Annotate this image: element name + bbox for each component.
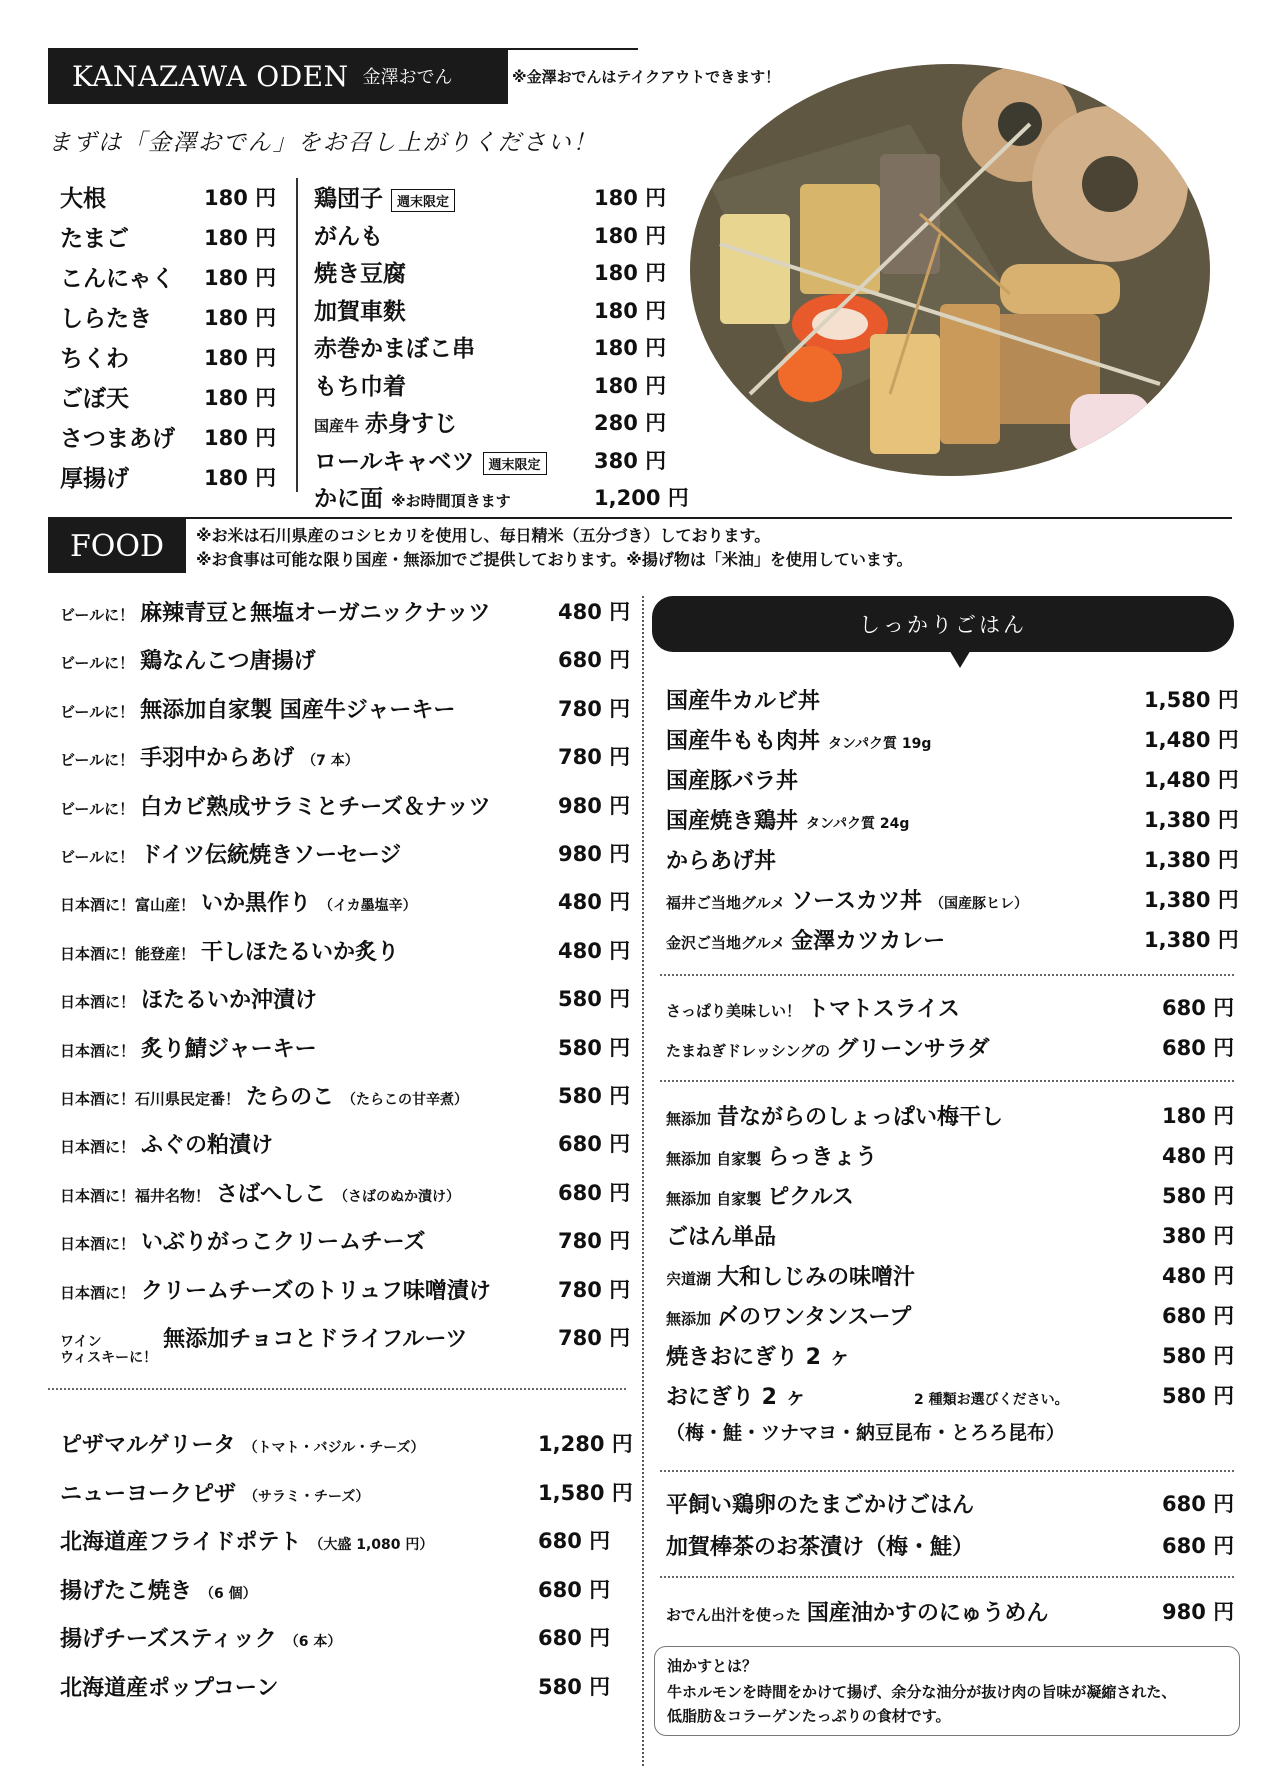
- rice-dotted-divider: [660, 1470, 1234, 1472]
- rice-side-item: [666, 1340, 1252, 1371]
- abura-info-line: 低脂肪＆コラーゲンたっぷりの食材です。: [667, 1707, 951, 1725]
- item-price: 680 円: [538, 1529, 611, 1554]
- item-name: らっきょう: [767, 1145, 878, 1170]
- item-prefix: ビールに！: [60, 606, 135, 624]
- item-name: おにぎり 2 ヶ: [666, 1385, 807, 1410]
- item-prefix: 無添加: [666, 1310, 712, 1328]
- oden-title-ja: 金澤おでん: [362, 67, 453, 88]
- item-name: ロールキャベツ: [314, 448, 475, 475]
- item-price: 1,280 円: [538, 1432, 633, 1456]
- item-name: 焼き豆腐: [314, 261, 406, 287]
- item-note: （6 本）: [284, 1634, 342, 1651]
- oden-item: [314, 218, 684, 251]
- oden-item: [314, 255, 684, 288]
- item-price: 480 円: [558, 600, 631, 624]
- item-price: 1,480 円: [1144, 768, 1239, 792]
- item-price: 680 円: [1162, 1304, 1235, 1328]
- snack-item: [60, 838, 660, 869]
- oden-column-divider: [296, 178, 298, 492]
- rice-dotted-divider: [660, 1080, 1234, 1082]
- chazuke-item: [666, 1530, 1252, 1561]
- rice-side-item: [666, 1180, 1252, 1211]
- item-price: 180 円: [204, 186, 277, 210]
- item-name: ドイツ伝統焼きソーセージ: [140, 843, 402, 868]
- takeout-note: ※金澤おでんはテイクアウトできます！: [512, 68, 781, 86]
- item-price: 980 円: [558, 793, 631, 818]
- item-note: （イカ墨塩辛）: [319, 898, 417, 915]
- food-header-rule: [48, 517, 1232, 519]
- item-prefix: さっぱり美味しい！: [666, 1002, 802, 1020]
- item-price: 180 円: [1162, 1104, 1235, 1128]
- item-prefix: 国産牛: [314, 417, 360, 435]
- item-price: 380 円: [594, 448, 667, 473]
- item-prefix: おでん出汁を使った: [666, 1606, 801, 1624]
- rice-bowl-item: [666, 764, 1239, 795]
- item-price: 980 円: [1162, 1600, 1235, 1624]
- rice-side-item: [666, 1380, 1252, 1411]
- item-price: 1,380 円: [1144, 848, 1239, 872]
- item-name: 大和しじみの味噌汁: [717, 1265, 916, 1290]
- item-name: 加賀棒茶のお茶漬け（梅・鮭）: [666, 1535, 975, 1560]
- item-price: 480 円: [558, 938, 631, 963]
- item-price: 1,580 円: [1144, 688, 1239, 712]
- nyumen-item: [666, 1596, 1252, 1627]
- item-price: 780 円: [558, 1326, 631, 1350]
- item-note: ※お時間頂きます: [391, 492, 511, 510]
- item-name: 国産牛カルビ丼: [666, 689, 821, 714]
- item-prefix: [60, 1334, 157, 1366]
- item-prefix: たまねぎドレッシングの: [666, 1042, 831, 1060]
- rice-banner-tail: [948, 648, 972, 668]
- item-price: 1,380 円: [1144, 928, 1239, 952]
- rice-bowl-item: [666, 884, 1239, 915]
- item-name: たらのこ: [246, 1085, 335, 1110]
- oden-item: [314, 480, 689, 513]
- item-prefix: ビールに！: [60, 799, 135, 818]
- item-prefix: 日本酒に！石川県民定番！: [60, 1090, 241, 1108]
- item-price: 780 円: [558, 1277, 631, 1302]
- snack-item: [60, 741, 660, 772]
- salad-item: [666, 992, 1252, 1023]
- item-prefix-line: ワイン: [60, 1334, 102, 1350]
- item-price: 180 円: [594, 223, 667, 248]
- item-name: 無添加チョコとドライフルーツ: [163, 1327, 468, 1352]
- item-name: ピクルス: [767, 1185, 854, 1210]
- snack-item: [60, 1080, 660, 1111]
- item-price: 180 円: [594, 373, 667, 398]
- item-price: 680 円: [538, 1626, 611, 1651]
- abura-info-box: [654, 1646, 1240, 1736]
- item-price: 1,200 円: [594, 486, 689, 510]
- item-prefix: 日本酒に！富山産！: [60, 896, 196, 915]
- item-price: 180 円: [594, 261, 667, 285]
- item-prefix: 無添加: [666, 1110, 712, 1128]
- rice-side-item: [666, 1220, 1252, 1251]
- oden-item: [60, 220, 294, 253]
- snack-item: [60, 1032, 660, 1063]
- item-name: 平飼い鶏卵のたまごかけごはん: [666, 1493, 975, 1518]
- item-price: 780 円: [558, 745, 631, 770]
- item-name: 北海道産ポップコーン: [60, 1676, 279, 1701]
- item-price: 580 円: [558, 1084, 631, 1108]
- oden-title-en: KANAZAWA ODEN: [72, 59, 349, 93]
- abura-info-line: 牛ホルモンを時間をかけて揚げ、余分な油分が抜け肉の旨味が凝縮された、: [667, 1683, 1177, 1701]
- item-note: （大盛 1,080 円）: [309, 1537, 434, 1554]
- oden-item: [314, 368, 684, 401]
- item-price: 580 円: [558, 1035, 631, 1060]
- limited-tag: 週末限定: [391, 189, 455, 212]
- oden-item: [60, 380, 294, 413]
- oden-item: [314, 443, 684, 476]
- item-note: （6 個）: [200, 1585, 257, 1602]
- snack-item: [60, 1225, 660, 1256]
- item-price: 680 円: [1162, 1534, 1235, 1558]
- item-note: （さばのぬか漬け）: [334, 1188, 461, 1205]
- item-price: 1,480 円: [1144, 728, 1239, 752]
- onigiri-options: （梅・鮭・ツナマヨ・納豆昆布・とろろ昆布）: [666, 1422, 1066, 1444]
- center-dotted-divider: [642, 596, 644, 1766]
- item-price: 480 円: [558, 890, 631, 915]
- snack-item: [60, 935, 660, 966]
- item-name: 赤巻かまぼこ串: [314, 336, 475, 362]
- item-name: 鶏団子: [314, 186, 383, 212]
- item-name: ほたるいか沖漬け: [141, 988, 318, 1014]
- item-price: 480 円: [1162, 1264, 1235, 1288]
- item-price: 680 円: [558, 1132, 631, 1157]
- item-price: 580 円: [1162, 1344, 1235, 1368]
- item-prefix: 日本酒に！: [60, 1235, 136, 1254]
- item-price: 680 円: [558, 1180, 631, 1205]
- side-dish-item: [60, 1574, 660, 1605]
- item-name: 国産焼き鶏丼: [666, 809, 799, 834]
- item-name: グリーンサラダ: [836, 1037, 990, 1062]
- item-name: ごぼ天: [60, 386, 129, 412]
- item-name: 大根: [60, 186, 106, 212]
- oden-item: [60, 300, 294, 333]
- item-prefix: ビールに！: [60, 848, 135, 866]
- item-name: 揚げたこ焼き: [60, 1578, 193, 1604]
- item-prefix-line: ウィスキーに！: [60, 1350, 158, 1366]
- item-price: 580 円: [1162, 1184, 1235, 1208]
- item-name: たまご: [60, 226, 129, 252]
- item-price: 580 円: [558, 987, 631, 1012]
- item-name: いか黒作り: [201, 891, 312, 917]
- rice-bowl-item: [666, 724, 1239, 755]
- item-name: さつまあげ: [60, 426, 175, 452]
- rice-bowl-item: [666, 804, 1239, 835]
- side-dish-item: [60, 1428, 660, 1459]
- item-name: 国産牛もも肉丼: [666, 729, 821, 754]
- rice-bowl-item: [666, 924, 1239, 955]
- item-price: 980 円: [558, 842, 631, 866]
- oden-item: [60, 260, 294, 293]
- item-note: （サラミ・チーズ）: [244, 1488, 370, 1505]
- item-prefix: 無添加 自家製: [666, 1190, 762, 1208]
- item-name: こんにゃく: [60, 266, 175, 292]
- snack-item: [60, 1128, 660, 1159]
- item-name: さばへしこ: [216, 1181, 327, 1207]
- item-prefix: 金沢ご当地グルメ: [666, 934, 786, 952]
- item-price: 180 円: [204, 306, 277, 330]
- item-prefix: 日本酒に！: [60, 993, 136, 1012]
- food-header: FOOD: [48, 519, 186, 573]
- item-price: 680 円: [1162, 1036, 1235, 1060]
- item-prefix: 無添加 自家製: [666, 1150, 762, 1168]
- item-name: 鶏なんこつ唐揚げ: [140, 649, 316, 675]
- side-dish-item: [60, 1622, 660, 1653]
- item-price: 180 円: [204, 466, 277, 490]
- rice-bowl-item: [666, 844, 1239, 875]
- item-name: クリームチーズのトリュフ味噌漬け: [141, 1278, 491, 1304]
- item-price: 680 円: [558, 648, 631, 673]
- rice-side-item: [666, 1100, 1252, 1131]
- item-prefix: ビールに！: [60, 654, 135, 673]
- item-prefix: 日本酒に！: [60, 1283, 136, 1302]
- item-price: 180 円: [594, 336, 667, 360]
- rice-dotted-divider: [660, 974, 1234, 976]
- oden-header: [48, 48, 508, 104]
- item-name: ピザマルゲリータ: [60, 1433, 236, 1458]
- oden-item: [314, 405, 684, 438]
- food-notes: [196, 524, 913, 572]
- item-price: 280 円: [594, 411, 667, 435]
- item-price: 1,580 円: [538, 1480, 633, 1505]
- item-note: （7 本）: [302, 753, 359, 770]
- side-dish-item: [60, 1671, 660, 1702]
- item-price: 680 円: [538, 1577, 611, 1602]
- left-dotted-divider: [48, 1388, 626, 1390]
- rice-banner: しっかりごはん: [652, 596, 1234, 652]
- snack-item: [60, 596, 660, 627]
- item-name: 〆のワンタンスープ: [717, 1305, 912, 1330]
- item-name: トマトスライス: [807, 997, 960, 1022]
- item-price: 580 円: [1162, 1384, 1235, 1408]
- food-note-rice: ※お米は石川県産のコシヒカリを使用し、毎日精米（五分づき）しております。: [196, 526, 771, 545]
- item-price: 380 円: [1162, 1224, 1235, 1248]
- snack-item: [60, 1177, 660, 1208]
- item-price: 780 円: [558, 696, 631, 721]
- item-prefix: 日本酒に！能登産！: [60, 944, 196, 963]
- rice-dotted-divider: [660, 1576, 1234, 1578]
- item-note: タンパク質 24g: [806, 816, 910, 832]
- snack-item: [60, 886, 660, 917]
- oden-header-rule: [508, 48, 638, 50]
- item-name: 加賀車麩: [314, 298, 406, 325]
- item-name: ちくわ: [60, 346, 129, 372]
- chazuke-item: [666, 1488, 1252, 1519]
- item-name: しらたき: [60, 306, 152, 332]
- rice-side-item: [666, 1260, 1252, 1291]
- item-prefix: 宍道湖: [666, 1270, 712, 1288]
- item-name: 国産油かすのにゅうめん: [806, 1601, 1049, 1626]
- oden-intro: まずは「金澤おでん」をお召し上がりください！: [48, 130, 598, 156]
- rice-side-item: [666, 1300, 1252, 1331]
- item-prefix: 日本酒に！福井名物！: [60, 1186, 211, 1205]
- item-price: 480 円: [1162, 1144, 1235, 1168]
- salad-item: [666, 1032, 1252, 1063]
- item-name: 手羽中からあげ: [140, 746, 295, 772]
- item-price: 780 円: [558, 1229, 631, 1254]
- item-price: 580 円: [538, 1675, 611, 1699]
- snack-item: [60, 644, 660, 675]
- item-name: ふぐの粕漬け: [141, 1133, 274, 1159]
- item-name: ニューヨークピザ: [60, 1481, 237, 1507]
- oden-item: [60, 340, 294, 373]
- item-name: 無添加自家製 国産牛ジャーキー: [140, 697, 456, 723]
- snack-item: [60, 983, 660, 1014]
- item-name: 国産豚バラ丼: [666, 769, 799, 794]
- item-name: 干しほたるいか炙り: [201, 939, 400, 965]
- oden-photo-image: [690, 64, 1210, 476]
- item-name: 麻辣青豆と無塩オーガニックナッツ: [140, 601, 491, 626]
- side-dish-item: [60, 1477, 660, 1508]
- item-name: ソースカツ丼: [791, 889, 923, 914]
- item-price: 1,380 円: [1144, 808, 1239, 832]
- item-note: （トマト・バジル・チーズ）: [243, 1440, 425, 1456]
- limited-tag: 週末限定: [483, 452, 547, 475]
- item-name: いぶりがっこクリームチーズ: [141, 1230, 426, 1256]
- rice-side-item: [666, 1140, 1252, 1171]
- snack-item: [60, 1322, 660, 1366]
- item-name: もち巾着: [314, 373, 406, 400]
- item-note: タンパク質 19g: [828, 736, 932, 752]
- item-name: 北海道産フライドポテト: [60, 1530, 302, 1556]
- item-prefix: 日本酒に！: [60, 1041, 136, 1060]
- item-prefix: 日本酒に！: [60, 1138, 136, 1157]
- oden-item: [60, 460, 294, 493]
- item-name: 炙り鯖ジャーキー: [141, 1036, 317, 1062]
- item-prefix: 福井ご当地グルメ: [666, 894, 786, 912]
- item-note: （国産豚ヒレ）: [930, 896, 1029, 912]
- item-name: からあげ丼: [666, 849, 777, 874]
- snack-item: [60, 790, 660, 821]
- item-price: 180 円: [204, 426, 277, 450]
- item-price: 180 円: [594, 186, 667, 210]
- food-note-domestic: ※お食事は可能な限り国産・無添加でご提供しております。※揚げ物は「米油」を使用しています。: [196, 550, 913, 569]
- item-name: 白カビ熟成サラミとチーズ＆ナッツ: [140, 794, 491, 820]
- item-price: 180 円: [204, 386, 277, 410]
- oden-item: [60, 420, 294, 453]
- item-price: 180 円: [204, 346, 277, 370]
- item-prefix: ビールに！: [60, 702, 135, 721]
- item-price: 180 円: [204, 226, 277, 250]
- rice-bowl-item: [666, 684, 1239, 715]
- item-price: 180 円: [594, 298, 667, 323]
- side-dish-item: [60, 1525, 660, 1556]
- item-price: 680 円: [1162, 1492, 1235, 1516]
- snack-item: [60, 693, 660, 724]
- item-price: 180 円: [204, 266, 277, 290]
- item-name: かに面: [314, 486, 383, 512]
- item-name: 焼きおにぎり 2 ヶ: [666, 1345, 851, 1370]
- item-note: （たらこの甘辛煮）: [342, 1092, 469, 1108]
- item-price: 680 円: [1162, 996, 1235, 1020]
- item-price: 1,380 円: [1144, 888, 1239, 912]
- item-note: 2 種類お選びください。: [914, 1392, 1069, 1408]
- snack-item: [60, 1274, 660, 1305]
- oden-item: [314, 330, 684, 363]
- oden-item: [314, 293, 684, 326]
- item-prefix: ビールに！: [60, 751, 135, 770]
- item-name: がんも: [314, 223, 383, 250]
- abura-info-title: 油かすとは？: [667, 1657, 758, 1675]
- item-name: 赤身すじ: [365, 411, 458, 437]
- item-name: 厚揚げ: [60, 466, 129, 492]
- oden-item: [314, 180, 684, 213]
- item-name: 金澤カツカレー: [791, 929, 946, 954]
- oden-photo: [690, 64, 1210, 476]
- item-name: 昔ながらのしょっぱい梅干し: [717, 1105, 1004, 1130]
- oden-item: [60, 180, 294, 213]
- item-name: 揚げチーズスティック: [60, 1627, 277, 1653]
- item-name: ごはん単品: [666, 1225, 777, 1250]
